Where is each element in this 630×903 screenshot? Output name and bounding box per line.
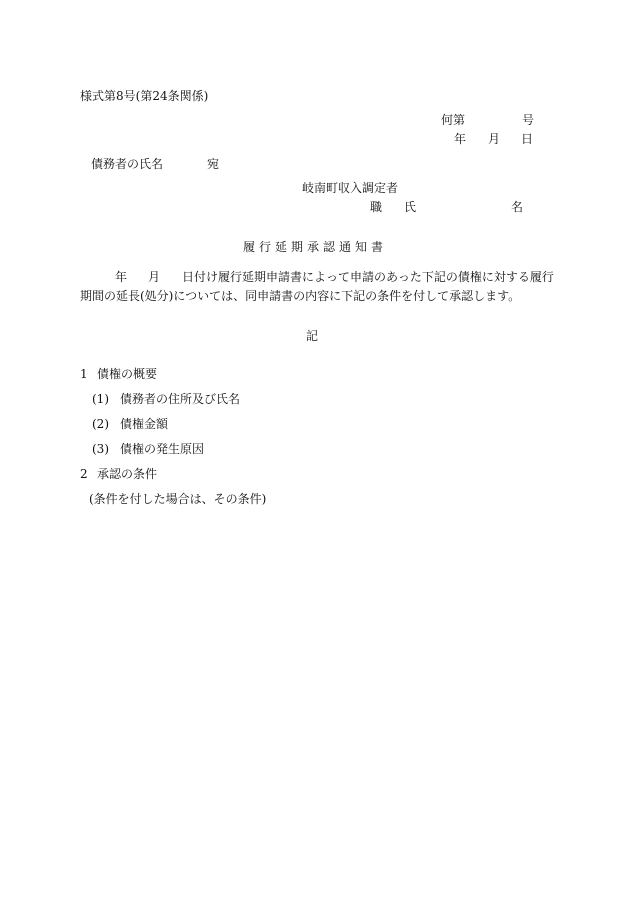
addressee-honorific: 宛 (207, 157, 220, 171)
item-3-number: (3) (92, 442, 109, 456)
date-month: 月 (488, 132, 501, 146)
body-month: 月 (148, 270, 161, 284)
ki-heading: 記 (306, 329, 319, 343)
item-1-text: 債務者の住所及び氏名 (120, 392, 241, 406)
section-2-note: (条件を付した場合は、その条件) (89, 492, 267, 506)
section-2-title: 承認の条件 (97, 467, 158, 481)
addressee-label: 債務者の氏名 (91, 157, 164, 171)
form-number: 様式第8号(第24条関係) (80, 89, 209, 103)
item-2-text: 債権金額 (120, 417, 169, 431)
issuer-title: 岐南町収入調定者 (302, 181, 399, 195)
document-title: 履行延期承認通知書 (243, 240, 388, 254)
section-1-title: 債権の概要 (97, 367, 158, 381)
body-year: 年 (115, 270, 128, 284)
document-number-prefix: 何第 (441, 113, 466, 127)
date-year: 年 (454, 132, 467, 146)
section-2-number: 2 (80, 467, 88, 481)
body-line-2: 期間の延長(処分)については、同申請書の内容に下記の条件を付して承認します。 (80, 289, 521, 303)
body-line-1: 日付け履行延期申請書によって申請のあった下記の債権に対する履行 (182, 270, 554, 284)
date-day: 日 (521, 132, 534, 146)
section-1-number: 1 (80, 367, 88, 381)
item-1-number: (1) (92, 392, 109, 406)
document-number-suffix: 号 (522, 113, 535, 127)
issuer-name-first: 氏 (404, 200, 417, 214)
item-2-number: (2) (92, 417, 109, 431)
issuer-name-last: 名 (511, 200, 524, 214)
item-3-text: 債権の発生原因 (120, 442, 205, 456)
issuer-position: 職 (370, 200, 383, 214)
